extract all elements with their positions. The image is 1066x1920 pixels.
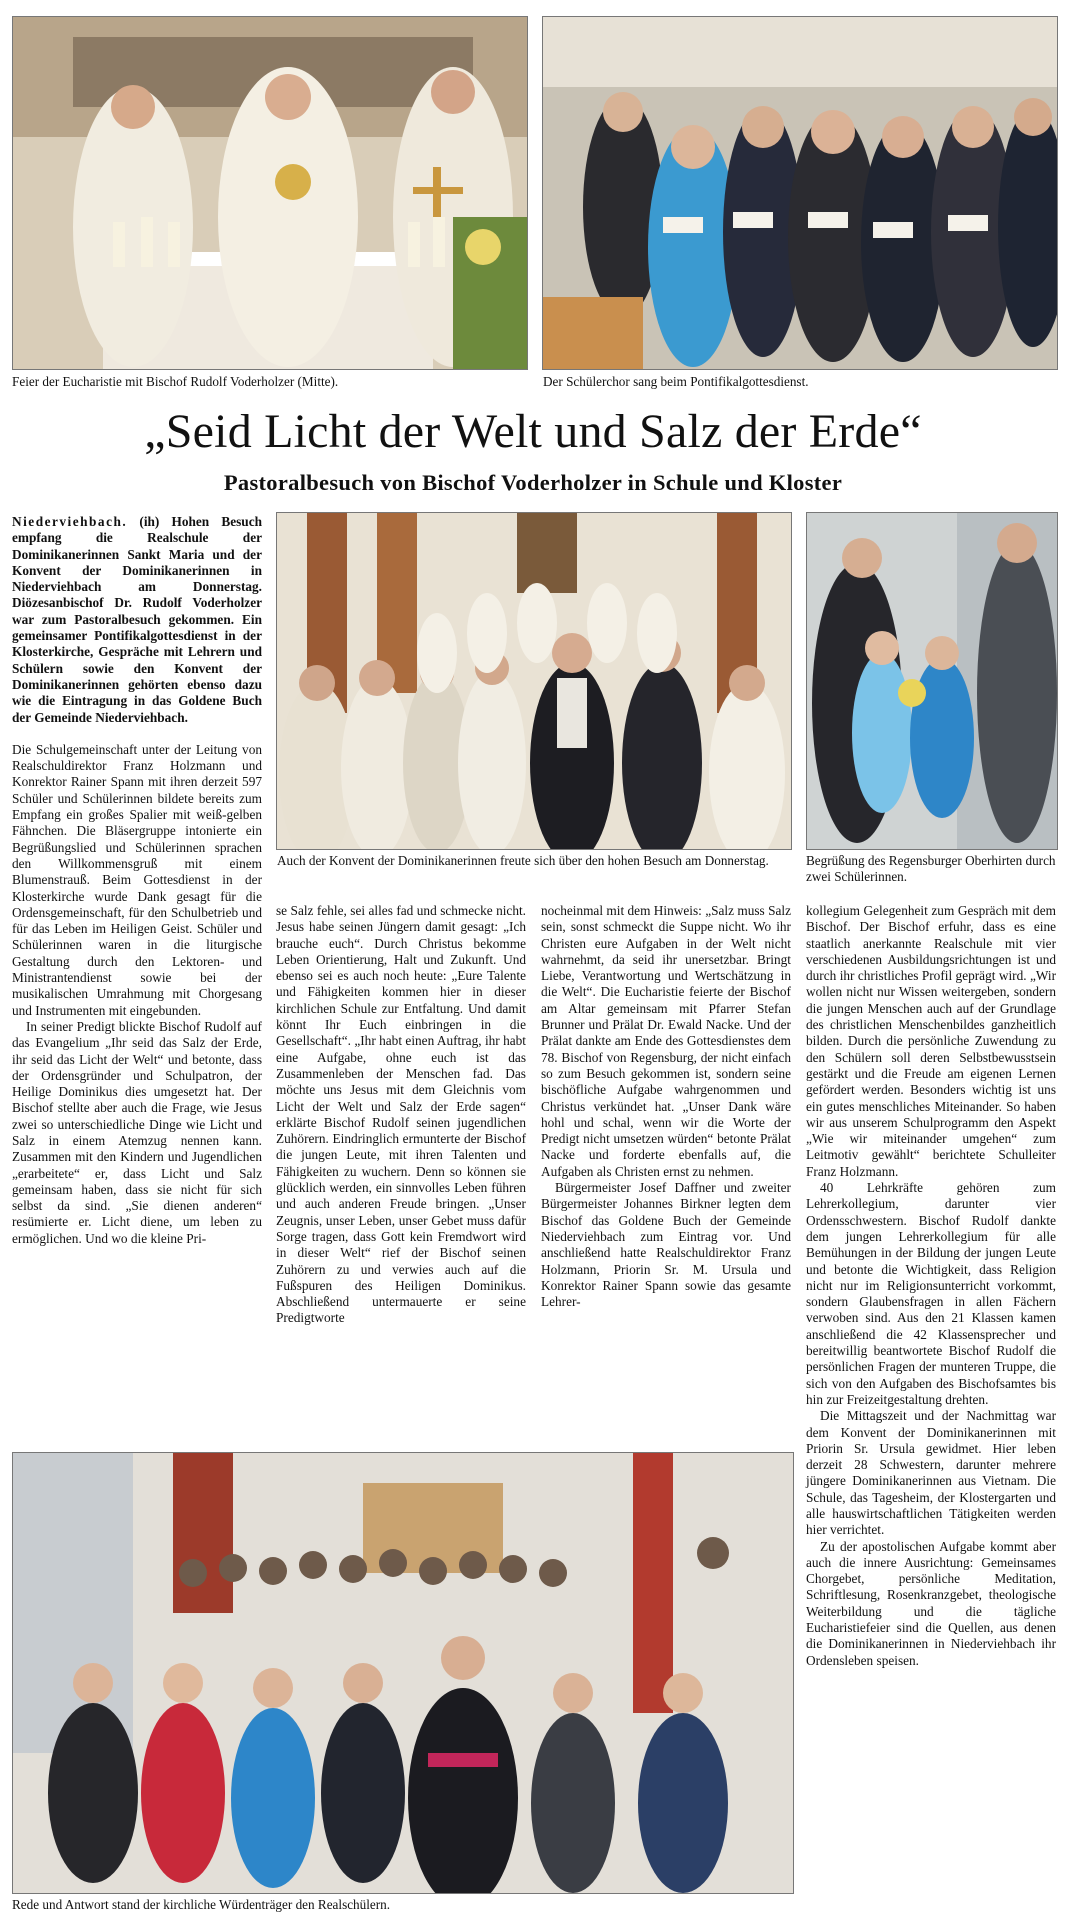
dateline: Niederviehbach. (12, 514, 128, 529)
lead-paragraph (12, 514, 262, 726)
photo-convent (276, 512, 792, 850)
paragraph: se Salz fehle, sei alles fad und schmecke nicht. Jesus habe seinen Jüngern damit gesagt: „Ich brauche euch“. Durch Christus bekomme Leben Orientierung, Halt und Zukunft. Und ebenso sei es auch noch heute: „Eure Talente und Fähigkeiten kommen hier in dieser kirchlichen Schule zur Entfaltung. Und damit könnt Ihr Euch einbringen in die Gesellschaft“. „Ihr habt einen Auftrag, ihr habt eine Aufgabe, ohne euch ist das Zusammenleben der Menschen fad. Das möchte uns Jesus mit dem Gleichnis vom Licht der Welt und Salz der Erde sagen“ erklärte Bischof Rudolf seinen jugendlichen Zuhörern. Eindringlich ermunterte der Bischof die jungen Leute, mit ihren Talenten und Fähigkeiten zu wuchern. Denn so können sie glücklich werden, ein sinnvolles Leben führen und auch anderen Freude bringen. „Unser Zeugnis, unser Leben, unser Gebet muss dafür Sorge tragen, dass Gott kein Fremdwort wird in dieser Welt“ rief der Bischof seinen Zuhörern zu und verwies auch auf die Fußspuren des Heiligen Dominikus. Abschließend untermauerte er seine Predigtworte (276, 903, 526, 1326)
paragraph: Die Mittagszeit und der Nachmittag war dem Konvent der Dominikanerinnen mit Priorin Sr. Ursula gewidmet. Hier leben derzeit 28 Schwestern, darunter mehrere jüngere Dominikanerinnen aus Vietnam. Die Schule, das Tagesheim, der Klostergarten und alle hauswirtschaftlichen Tätigkeiten werden hier verrichtet. (806, 1408, 1056, 1538)
paragraph: kollegium Gelegenheit zum Gespräch mit dem Bischof. Der Bischof erfuhr, dass es eine staatlich anerkannte Realschule mit vier verschiedenen Ausbildungsrichtungen ist und durch ihr christliches Profil geprägt wird. „Wir wollen nicht nur Wissen weitergeben, sondern die jungen Menschen auch auf der Grundlage des christlichen Menschenbildes ganzheitlich bilden. Durch die persönliche Zuwendung zu den Schülern soll deren Selbstbewusstsein gestärkt und die Freude am eigenen Lernen gefördert werden. Besonders wichtig ist uns ein gutes menschliches Miteinander. So haben wir aus unserem Schulprogramm den Aspekt „Wie wir miteinander umgehen“ zum Leitmotiv gewählt“ berichtete Schulleiter Franz Holzmann. (806, 903, 1056, 1179)
subheadline: Pastoralbesuch von Bischof Voderholzer in Schule und Kloster (223, 470, 843, 495)
article-column-2 (276, 903, 526, 1327)
article-column-4 (806, 903, 1056, 1669)
paragraph: Bürgermeister Josef Daffner und zweiter Bürgermeister Johannes Birkner legten dem Bischof das Goldene Buch der Gemeinde Niederviehbach zum Eintrag vor. Und anschließend hatte Realschuldirektor Franz Holzmann, Priorin Sr. M. Ursula und Konrektor Rainer Spann sowie das gesamte Lehrer- (541, 1180, 791, 1310)
lead-text: (ih) Hohen Besuch empfang die Realschule der Dominikanerinnen Sankt Maria und der Konvent der Dominikanerinnen in Niederviehbach am Donnerstag. Diözesanbischof Dr. Rudolf Voderholzer war zum Pastoralbesuch gekommen. Ein gemeinsamer Pontifikalgottesdienst in der Klosterkirche, Gespräche mit Lehrern und Schülern sowie den Konvent der Dominikanerinnen gehörten ebenso dazu wie die Eintragung in das Goldene Buch der Gemeinde Niederviehbach. (12, 514, 263, 725)
paragraph: In seiner Predigt blickte Bischof Rudolf auf das Evangelium „Ihr seid das Salz der Erde, ihr seid das Licht der Welt“ und betonte, dass der Ordensgründer und Schulpatron, der Heilige Dominikus dies umgesetzt hat. Der Bischof stellte aber auch die Frage, wie Jesus zwei so unterschiedliche Dinge wie Licht und Salz in einem Atemzug nennen kann. Zusammen mit den Kindern und Jugendlichen „erarbeitete“ er, dass Licht und Salz gemeinsam haben, dass sie nicht für sich selbst da sind. „Sie dienen anderen“ resümierte er. Licht diene, um leben zu ermöglichen. Und wo die kleine Pri- (12, 1018, 262, 1246)
caption-convent: Auch der Konvent der Dominikanerinnen freute sich über den hohen Besuch am Donnerstag. (277, 853, 769, 868)
paragraph: nocheinmal mit dem Hinweis: „Salz muss Salz sein, sonst schmeckt die Suppe nicht. Wo ihr Christen eure Aufgaben in der Welt nicht wahrnehmt, da seid ihr unersetzbar. Bringt Liebe, Verantwortung und Wertschätzung in die Welt“. Die Eucharistie feierte der Bischof am Altar gemeinsam mit Pfarrer Stefan Brunner und Prälat Dr. Ewald Nacke. Und der Prälat dankte am Ende des Gottesdienstes dem 78. Bischof von Regensburg, der nicht einfach so zum Besuch gekommen ist, sondern seine bischöfliche Aufgabe wahrgenommen und Christus verkündet hat. „Unser Dank wäre hohl und schal, wenn wir die Worte der Predigt nicht umsetzen würden“ betonte Prälat Nacke und forderte ebenfalls auf, die Aufgaben als Christen ernst zu nehmen. (541, 903, 791, 1179)
article-column-3 (541, 903, 791, 1310)
photo-school-choir (542, 16, 1058, 370)
photo-class-representatives (12, 1452, 794, 1894)
paragraph: Zu der apostolischen Aufgabe kommt aber auch die innere Ausrichtung: Gemeinsames Chorgebet, persönliche Meditation, Schriftlesung, Rosenkranzgebet, theologische Weiterbildung und die tägliche Eucharistiefeier sind die Quellen, aus denen die Dominikanerinnen in Niederviehbach ihr Ordensleben speisen. (806, 1538, 1056, 1668)
caption-eucharist: Feier der Eucharistie mit Bischof Rudolf Voderholzer (Mitte). (12, 374, 339, 389)
photo-greeting (806, 512, 1058, 850)
article-column-1 (12, 514, 262, 1247)
photo-eucharist (12, 16, 528, 370)
caption-school-choir: Der Schülerchor sang beim Pontifikalgottesdienst. (543, 374, 809, 389)
paragraph: Die Schulgemeinschaft unter der Leitung von Realschuldirektor Franz Holzmann und Konrektor Rainer Spann mit ihren derzeit 597 Schüler und Schülerinnen bildete bereits zum Empfang ein großes Spalier mit weiß-gelben Fähnchen. Die Bläsergruppe intonierte ein Begrüßungslied und Schülerinnen sprachen den Willkommensgruß mit einem Blumenstrauß. Beim Gottesdienst in der Klosterkirche wurde Dank gesagt für die Ordensgemeinschaft, für den Schulbetrieb und für das Leben im Heiligen Geist. Schüler und Schülerinnen waren in die liturgische Gestaltung durch den Lektoren- und Ministrantendienst sowie bei der musikalischen Umrahmung mit Chorgesang und Instrumenten mit eingebunden. (12, 741, 262, 1018)
paragraph: 40 Lehrkräfte gehören zum Lehrerkollegium, darunter vier Ordensschwestern. Bischof Rudolf dankte dem jungen Lehrerkollegium für alle Bemühungen in der Bildung der jungen Leute und betonte die Wichtigkeit, dass Religion nicht nur im Religionsunterricht vorkommt, sondern Glaubensfragen in allen Fächern verwoben sind. Aus den 21 Klassen kamen anschließend die 42 Klassensprecher und bereitwillig beantwortete Bischof Rudolf die persönlichen Fragen der munteren Truppe, die sich von den Aufgaben des Bischofsamtes bis hin zur Freizeitgestaltung drehten. (806, 1180, 1056, 1407)
headline: „Seid Licht der Welt und Salz der Erde“ (144, 405, 922, 458)
caption-greeting: Begrüßung des Regensburger Oberhirten durch zwei Schülerinnen. (806, 853, 1056, 884)
caption-class-representatives: Rede und Antwort stand der kirchliche Würdenträger den Realschülern. (12, 1897, 391, 1912)
